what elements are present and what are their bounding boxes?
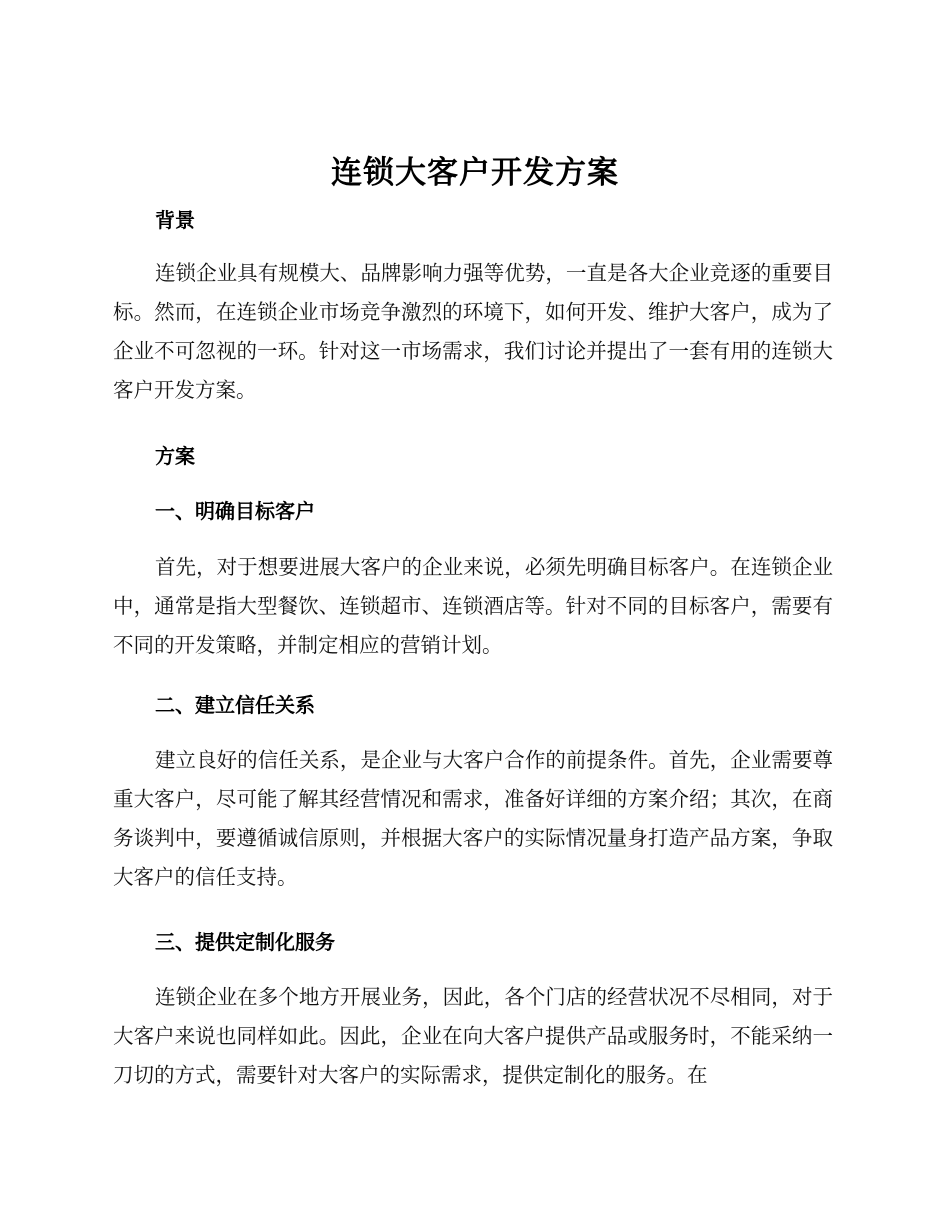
section-paragraph-trust-relationship: 建立良好的信任关系，是企业与大客户合作的前提条件。首先，企业需要尊重大客户，尽可能了解其经营情况和需求，准备好详细的方案介绍；其次，在商务谈判中，要遵循诚信原则，并根据大客户的实际情况量身打造产品方案，争取大客户的信任支持。 — [113, 748, 833, 889]
section-paragraph-background: 连锁企业具有规模大、品牌影响力强等优势，一直是各大企业竞逐的重要目标。然而，在连锁企业市场竞争激烈的环境下，如何开发、维护大客户，成为了企业不可忽视的一环。针对这一市场需求，我们讨论并提出了一套有用的连锁大客户开发方案。 — [113, 261, 833, 402]
section-paragraph-custom-service: 连锁企业在多个地方开展业务，因此，各个门店的经营状况不尽相同，对于大客户来说也同样如此。因此，企业在向大客户提供产品或服务时，不能采纳一刀切的方式，需要针对大客户的实际需求，提供定制化的服务。在 — [113, 985, 833, 1087]
section-heading-target-customers: 一、明确目标客户 — [155, 499, 315, 523]
section-paragraph-target-customers: 首先，对于想要进展大客户的企业来说，必须先明确目标客户。在连锁企业中，通常是指大型餐饮、连锁超市、连锁酒店等。针对不同的目标客户，需要有不同的开发策略，并制定相应的营销计划。 — [113, 555, 833, 657]
section-heading-trust-relationship: 二、建立信任关系 — [155, 693, 315, 717]
document-title: 连锁大客户开发方案 — [331, 155, 619, 191]
section-heading-custom-service: 三、提供定制化服务 — [155, 930, 335, 954]
section-heading-background: 背景 — [155, 208, 195, 232]
section-heading-plan: 方案 — [155, 444, 195, 468]
